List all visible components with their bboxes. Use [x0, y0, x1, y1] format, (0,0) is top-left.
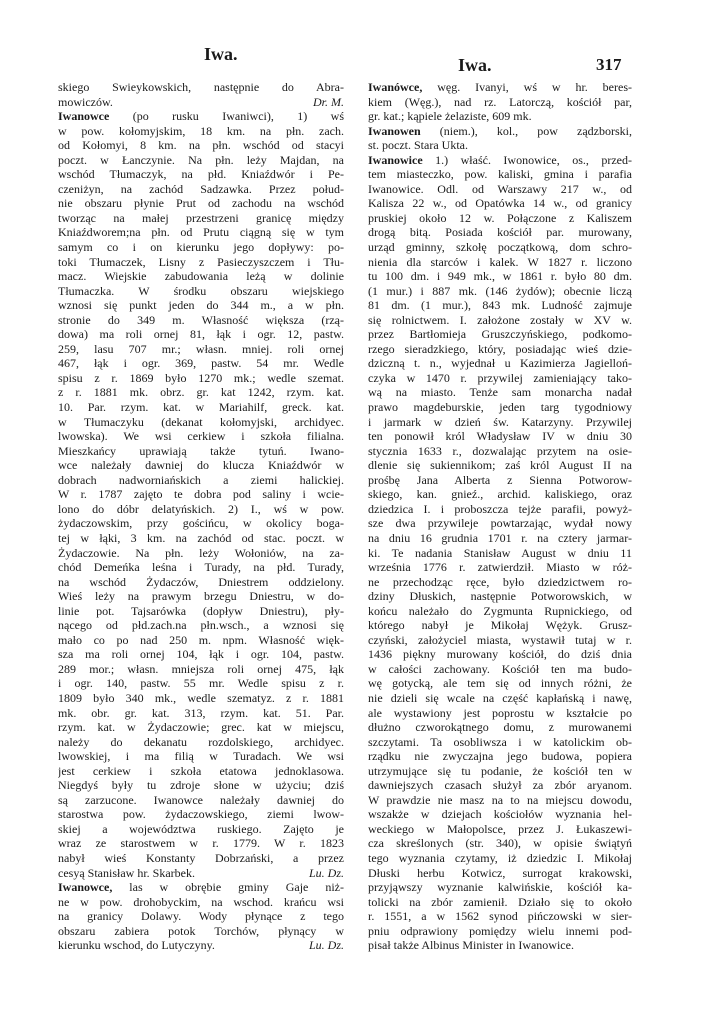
text-line: toki Tłumaczek, Lisny z Pasieczyszczem i Tłu-	[58, 254, 344, 269]
text-line: wschód Tłumaczyk, na płd. Kniaźdwór i Pe-	[58, 167, 344, 182]
text-line: nie obszaru płynie Prut od zachodu na wschód	[58, 196, 344, 211]
text-line: lwowska). We wsi cerkiew i szkoła filialna.	[58, 429, 344, 444]
text-line: się rolnictwem. I. założone zostały w XV w.	[368, 312, 632, 327]
running-head-left: Iwa.	[204, 44, 238, 64]
text-line: urząd gminny, szkołę początkową, dom schro-	[368, 240, 632, 255]
text-line: utrzymujące się tu podanie, że kościół ten w	[368, 763, 632, 778]
text-line: od Kołomyi, 8 km. na płn. wschód od stacyi	[58, 138, 344, 153]
running-head-center: Iwa.	[458, 55, 492, 75]
text-line: Iwanowice 1.) właść. Iwonowice, os., przed-	[368, 152, 632, 167]
text-line: wszakże w dziejach kościołów wyznania hel-	[368, 807, 632, 822]
text-line: ten ponowił król Władysław IV w dniu 30	[368, 429, 632, 444]
text-line: dobrach nadworniańskich a ziemi halickiej.	[58, 472, 344, 487]
text-line: stronie do 349 m. Własność większa (rzą-	[58, 312, 344, 327]
text-line: stycznia 1633 r., dozwalając przytem na osie-	[368, 443, 632, 458]
text-line: spisu z r. 1869 było 1270 mk.; wedle szemat.	[58, 370, 344, 385]
text-line: skiego Swieykowskich, następnie do Abra-	[58, 80, 344, 94]
text-line: tworząc na małej przestrzeni granicę między	[58, 210, 344, 225]
text-line: pniu odprawiony pomiędzy wielu innemi pod-	[368, 923, 632, 938]
text-line: st. poczt. Stara Ukta.	[368, 138, 468, 153]
text-line: macz. Wiejskie zabudowania leżą w dolinie	[58, 269, 344, 284]
text-line: mało co po nad 250 m. npm. Własność więk-	[58, 632, 344, 647]
text-line: starostwa pow. żydaczowskiego, ziemi lwow-	[58, 807, 344, 822]
text-line: czeniżyn, na zachód Sadzawka. Przez połud-	[58, 181, 344, 196]
text-line: lono do dóbr delatyńskich. 2) I., wś w pow.	[58, 501, 344, 516]
text-line: ale wystawiony jest poprostu w kształcie po	[368, 705, 632, 720]
text-line: lwowskiej, i ma filią w Turadach. We wsi	[58, 749, 344, 764]
text-line: skiej a województwa ruskiego. Zajęto je	[58, 821, 344, 836]
text-line: Kalisza 22 w., od Opatówka 14 w., od granicy	[368, 196, 632, 211]
text-line: skiego, kan. gnieź., archid. kaliskiego, oraz	[368, 487, 632, 502]
text-line: kiem (Węg.), nad rz. Latorczą, kościół par,	[368, 94, 632, 109]
text-line: wraz ze starostwem w r. 1779. W r. 1823	[58, 836, 344, 851]
entry-headword: Iwanowice	[368, 152, 423, 167]
text-line: Iwanowen (niem.), kol., pow ządzborski,	[368, 123, 632, 138]
text-line: w Tłumaczyku (dekanat kołomyjski, archidyec.	[58, 414, 344, 429]
text-line: Niegdyś były tu zdroje słone w użyciu; dziś	[58, 778, 344, 793]
text-line: przez Bartłomieja Gruszczyńskiego, podkomo-	[368, 327, 632, 342]
text-line: pisał także Albinus Minister in Iwanowice.	[368, 938, 574, 953]
text-line: dowa) ma roli ornej 81, łąk i ogr. 12, pastw.	[58, 327, 344, 342]
right-text-column	[368, 80, 632, 953]
text-line: żydaczowskim, przy gościńcu, w okolicy boga-	[58, 516, 344, 531]
text-line: na wschód Żydaczów, Dniestrem oddzielony.	[58, 574, 344, 589]
author-signature: Lu. Dz.	[308, 938, 344, 953]
text-line: cesyą Stanisław hr. Skarbek. Lu. Dz.	[58, 865, 344, 880]
text-line: drogą bitą. Posiada kościół par. murowany,	[368, 225, 632, 240]
text-line: samym co i on kierunku jego dopływy: po-	[58, 240, 344, 255]
text-line: dziedzica I. i proboszcza tejże parafii, powyż-	[368, 501, 632, 516]
text-line: rzego sieradzkiego, który, posiadając wieś dzie-	[368, 341, 632, 356]
text-line: wą na miasto. Tenże sam monarcha nadał	[368, 385, 632, 400]
text-line: W r. 1787 zajęto te dobra pod saliny i wcie-	[58, 487, 344, 502]
text-line: ne przechodząc ręce, było dziedzictwem ro-	[368, 574, 632, 589]
text-line: i jarmark w dzień św. Katarzyny. Przywilej	[368, 414, 632, 429]
text-line: na granicy Dolawy. Wody płynące z tego	[58, 909, 344, 924]
text-line: linie pot. Tajsarówka (dopływ Dniestru), pły-	[58, 603, 344, 618]
text-line: cza skreślonych (str. 340), w opisie świątyń	[368, 836, 632, 851]
entry-headword: Iwanowen	[368, 123, 421, 138]
author-signature: Dr. M.	[312, 94, 344, 109]
entry-headword: Iwanówce,	[368, 80, 423, 94]
text-line: 467, łąk i ogr. 369, pastw. 54 mr. Wedle	[58, 356, 344, 371]
text-line: tego wyznania czytamy, iż dziedzic I. Mikołaj	[368, 850, 632, 865]
text-line: nienia dla starców i kalek. W 1827 r. liczono	[368, 254, 632, 269]
text-line: którego nabył je Mikołaj Wężyk. Grusz-	[368, 618, 632, 633]
text-line: prawo magdeburskie, jeden targ tygodniowy	[368, 400, 632, 415]
text-line: rzym. kat. w Żydaczowie; grec. kat w miejscu,	[58, 720, 344, 735]
text-line: i ogr. 140, pastw. 55 mr. Wedle spisu z r.	[58, 676, 344, 691]
text-line: Tłumaczka. W środku obszaru wiejskiego	[58, 283, 344, 298]
text-line: r. 1551, a w 1562 synod pińczowski w sier-	[368, 909, 632, 924]
text-line: 1809 było 340 mk., wedle szematyz. z r. 1881	[58, 690, 344, 705]
text-line: weckiego w Małopolsce, przez J. Łukaszewi-	[368, 821, 632, 836]
page-number: 317	[596, 55, 622, 74]
text-line: 81 dm. (1 mur.), 843 mk. Ludność zajmuje	[368, 298, 632, 313]
text-line: przyjąwszy wyznanie kalwińskie, kościół ka-	[368, 880, 632, 895]
text-line: Mieszkańcy uprawiają także tytuń. Iwano-	[58, 443, 344, 458]
text-line: są zarzucone. Iwanowce należały dawniej do	[58, 792, 344, 807]
text-line: ki. Te nadania Stanisław August w dniu 11	[368, 545, 632, 560]
text-line: Iwanówce, węg. Ivanyi, wś w hr. beres-	[368, 80, 632, 94]
text-line: mowiczów. Dr. M.	[58, 94, 344, 109]
text-line: wce należały dawniej do klucza Kniaźdwór w	[58, 458, 344, 473]
text-line: Iwanowce (po rusku Iwaniwci), 1) wś	[58, 109, 344, 124]
text-line: nabył wieś Konstanty Dobrzański, a przez	[58, 850, 344, 865]
text-line: obszaru zabiera potok Torchów, płynący w	[58, 923, 344, 938]
text-line: dziny Dłuskich, następnie Potworowskich, w	[368, 589, 632, 604]
text-line: tem miasteczko, pow. kaliski, gmina i parafia	[368, 167, 632, 182]
text-line: pruskiej około 12 w. Połączone z Kaliszem	[368, 210, 632, 225]
text-line: chód Demeńka leśna i Turady, na płd. Turady,	[58, 560, 344, 575]
text-line: dlenie się sukiennikom; zaś król August II na	[368, 458, 632, 473]
text-line: czyński, założyciel miasta, wystawił tutaj w r.	[368, 632, 632, 647]
text-line: na dniu 16 grudnia 1701 r. na cztery jarmar-	[368, 530, 632, 545]
text-line: Dłuski herbu Kotwicz, surrogat krakowski,	[368, 865, 632, 880]
text-line: końcu należało do Zygmunta Rupnickiego, od	[368, 603, 632, 618]
text-line: 10. Par. rzym. kat. w Mariahilf, greck. kat.	[58, 400, 344, 415]
text-line: jest cerkiew i szkoła etatowa jednoklasowa.	[58, 763, 344, 778]
text-line: dawniejszych czasach służył za zbór aryanom.	[368, 778, 632, 793]
text-line: czyka w 1470 r. przywilej zamieniający tako-	[368, 370, 632, 385]
text-line: rządku nie zwyczajna jego budowa, popiera	[368, 749, 632, 764]
entry-headword: Iwanowce,	[58, 880, 113, 895]
text-line: 259, lasu 707 mr.; własn. mniej. roli ornej	[58, 341, 344, 356]
text-line: prośbę Jana Alberta z Sienna Potworow-	[368, 472, 632, 487]
text-line: gr. kat.; kąpiele żelaziste, 609 mk.	[368, 109, 532, 124]
text-line: Iwanowice. Odl. od Warszawy 217 w., od	[368, 181, 632, 196]
text-line: tolicki na zbór zamienił. Działo się to około	[368, 894, 632, 909]
text-line: dziczną t. n., wyjednał u Kazimierza Jagielloń-	[368, 356, 632, 371]
text-line: tej w łąki, 3 km. na zachód od stac. poczt. w	[58, 530, 344, 545]
text-line: wę gotycką, ale tem się od innych różni, że	[368, 676, 632, 691]
text-line: należy do dekanatu rozdolskiego, archidyec.	[58, 734, 344, 749]
text-line: dłużno czworokątnego domu, z murowanemi	[368, 720, 632, 735]
text-line: W prawdzie nie masz na to na miejscu dowodu,	[368, 792, 632, 807]
text-line: poczt. w Łanczynie. Na płn. leży Majdan, na	[58, 152, 344, 167]
author-signature: Lu. Dz.	[308, 865, 344, 880]
text-line: sze dwa przywileje powtarzając, wydał nowy	[368, 516, 632, 531]
text-line: nącego od płd.zach.na płn.wsch., a wznosi się	[58, 618, 344, 633]
text-line: sza ma roli ornej 104, łąk i ogr. 104, pastw.	[58, 647, 344, 662]
entry-headword: Iwanowce	[58, 109, 110, 124]
text-line: kierunku wschod, do Lutyczyny. Lu. Dz.	[58, 938, 344, 953]
text-line: mk. obr. gr. kat. 313, rzym. kat. 51. Par.	[58, 705, 344, 720]
text-line: w całości zachowany. Kościół ten ma budo-	[368, 661, 632, 676]
left-text-column	[58, 80, 344, 953]
text-line: z r. 1881 mk. obrz. gr. kat 1242, rzym. kat.	[58, 385, 344, 400]
text-line: w pow. kołomyjskim, 18 km. na płn. zach.	[58, 123, 344, 138]
text-line: 1436 piękny murowany kościół, do dziś dnia	[368, 647, 632, 662]
text-line: tu 100 dm. i 949 mk., w 1861 r. było 80 dm.	[368, 269, 632, 284]
text-line: Kniaźdworem;na płn. od Prutu ciągną się w tym	[58, 225, 344, 240]
text-line: szczytami. Ta osobliwsza i w katolickim ob-	[368, 734, 632, 749]
text-line: Iwanowce, las w obrębie gminy Gaje niż-	[58, 880, 344, 895]
text-line: ne w pow. drohobyckim, na wschod. krańcu wsi	[58, 894, 344, 909]
text-line: wznosi się punkt jeden do 344 m., a w płn.	[58, 298, 344, 313]
text-line: Żydaczowie. Na płn. leży Wołoniów, na za-	[58, 545, 344, 560]
text-line: 289 mor.; własn. mniejsza roli ornej 475, łąk	[58, 661, 344, 676]
text-line: września 1776 r. zatwierdził. Miasto w róż-	[368, 560, 632, 575]
text-line: nie dzieli się wcale na część kapłańską i nawę,	[368, 690, 632, 705]
text-line: Wieś leży na prawym brzegu Dniestru, w do-	[58, 589, 344, 604]
text-line: (1 mur.) i 887 mk. (146 żydów); obecnie liczą	[368, 283, 632, 298]
